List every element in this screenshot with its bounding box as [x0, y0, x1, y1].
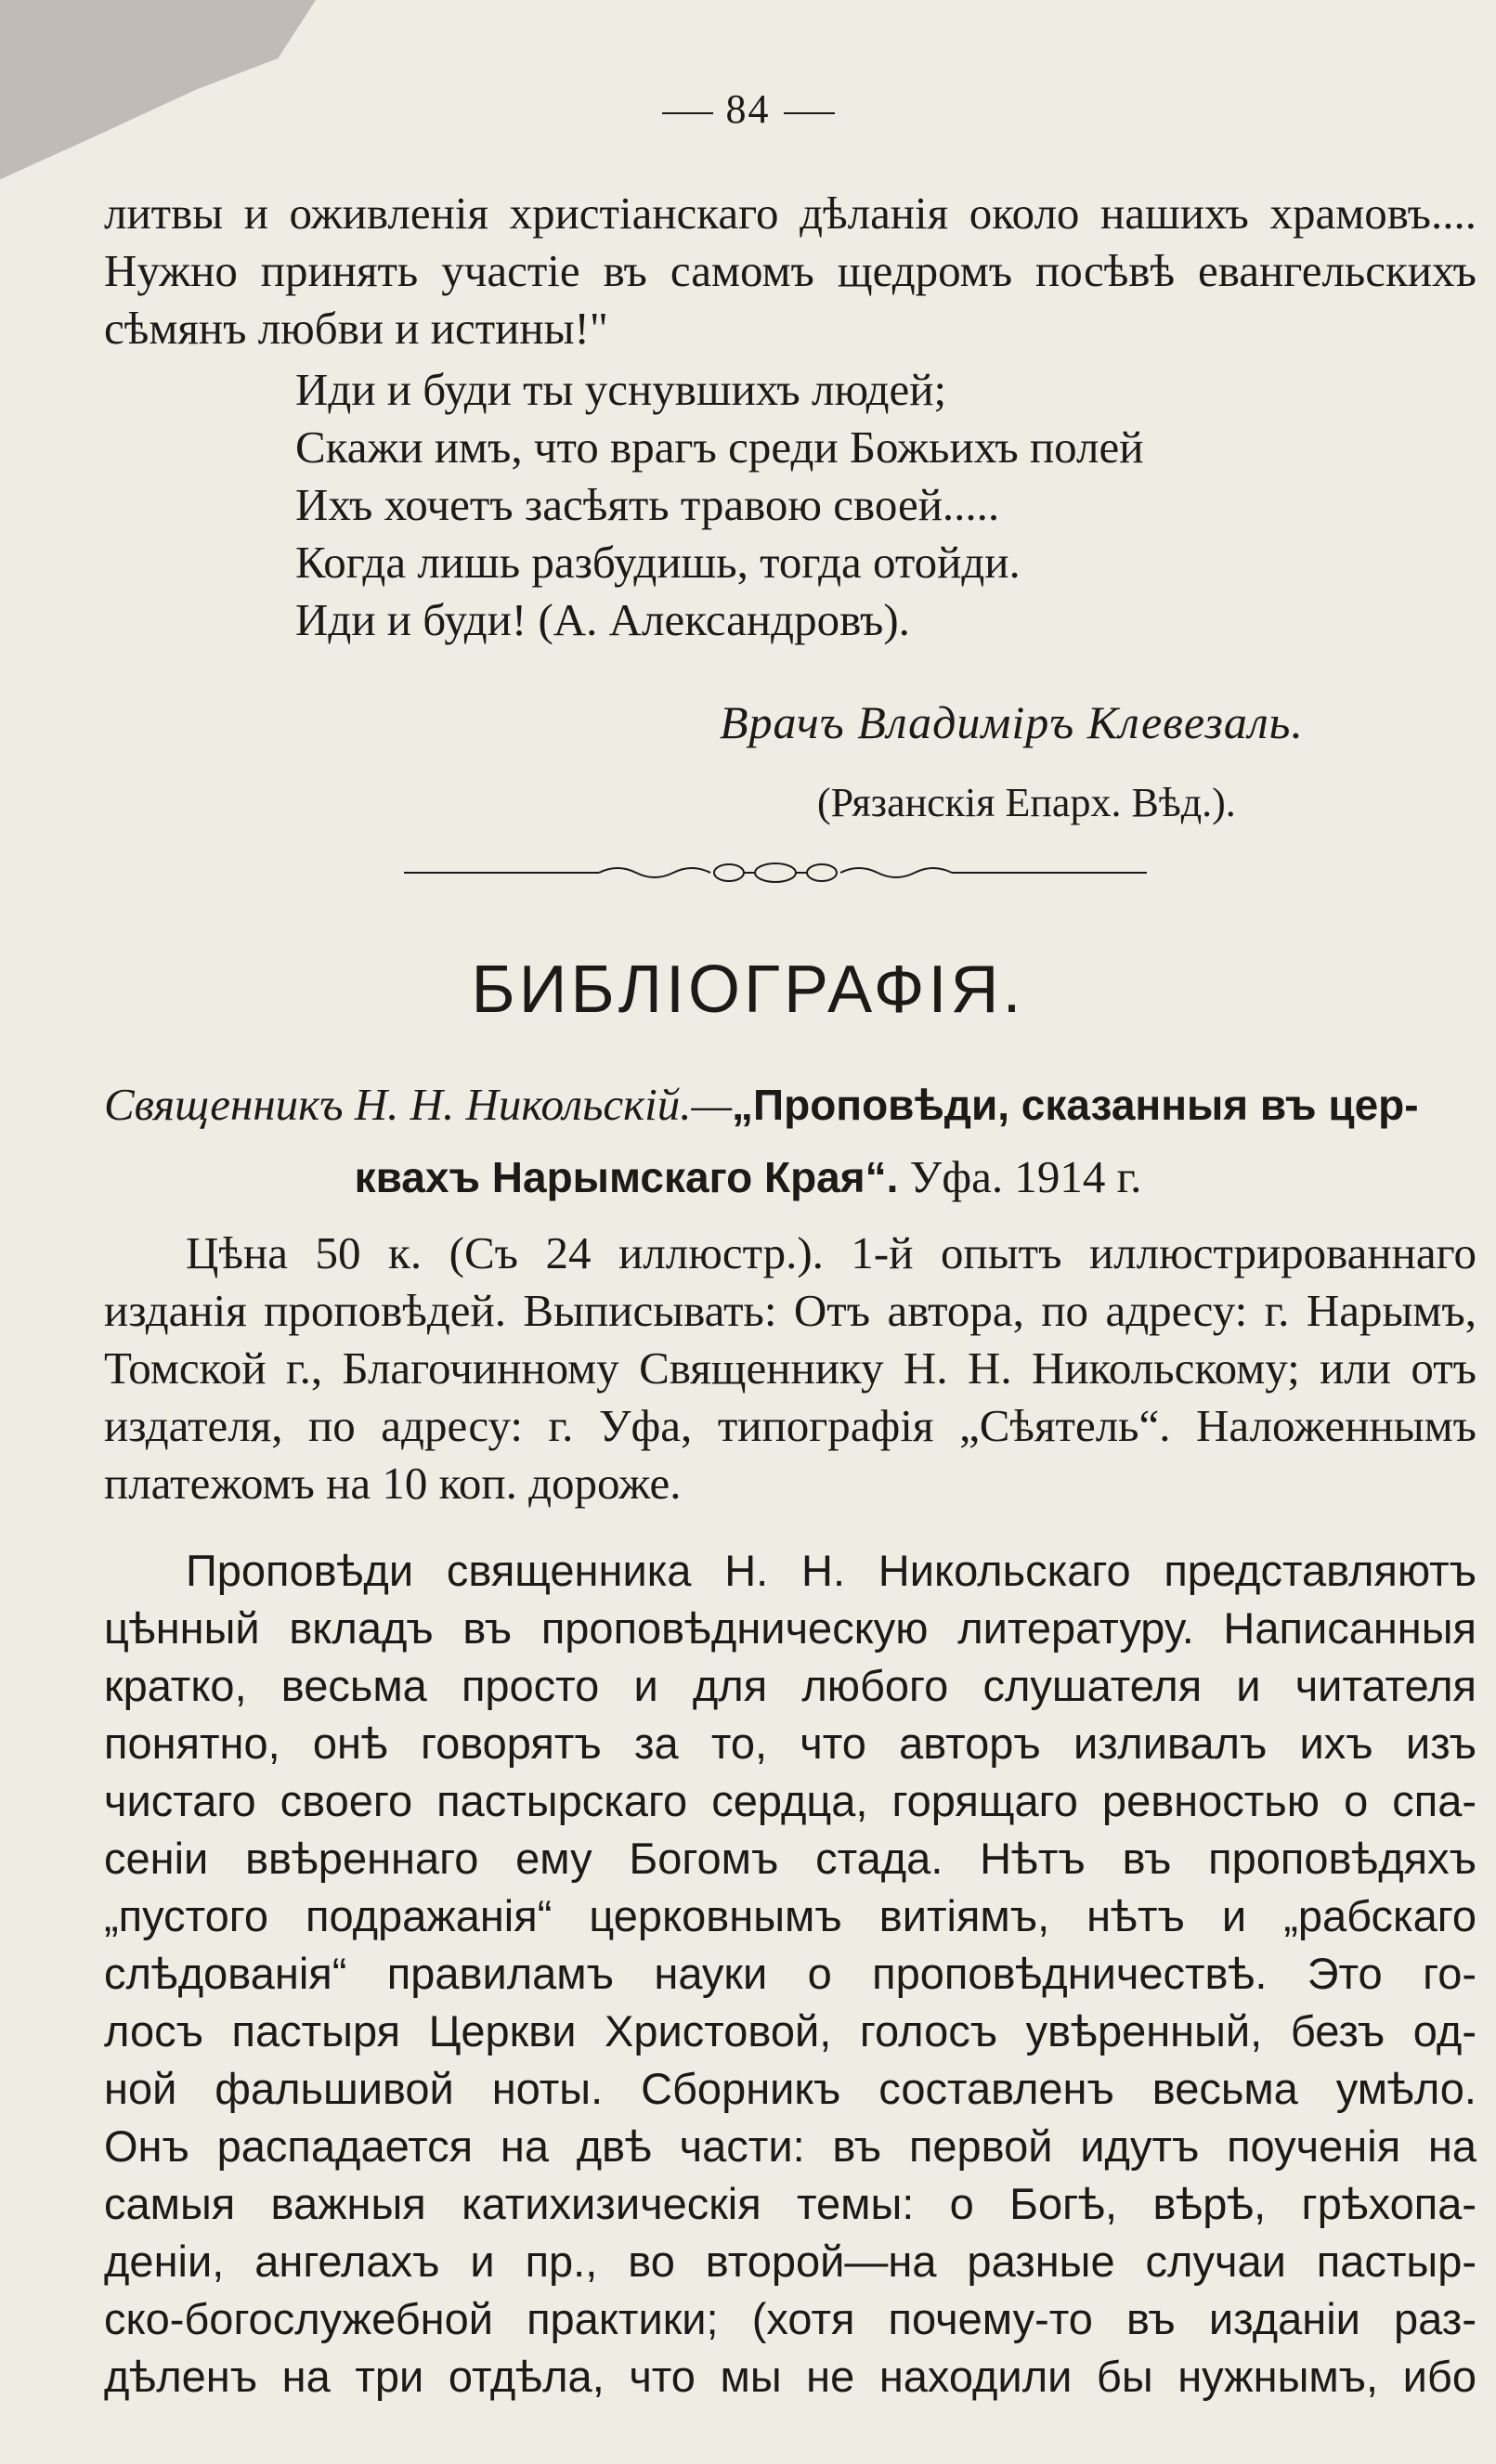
text-line: деніи, ангелахъ и пр., во второй—на разные случаи пастыр- [104, 2237, 1476, 2286]
text-line: чистаго своего пастырскаго сердца, горящаго ревностью о спа- [104, 1776, 1476, 1825]
bib-author: Священникъ Н. Н. Никольскій.— [104, 1079, 733, 1130]
text-line: цѣнный вкладъ въ проповѣдническую литературу. Написанныя [104, 1603, 1476, 1653]
text-line: Проповѣди священника Н. Н. Никольскаго представляютъ [186, 1546, 1476, 1595]
ornament-divider [404, 862, 1147, 884]
text-line: платежомъ на 10 коп. дороже. [104, 1458, 682, 1509]
text-line: сѣмянъ любви и истины!" [104, 303, 608, 354]
signature: Врачъ Владиміръ Клевезаль. [720, 696, 1304, 748]
verse-line: Скажи имъ, что врагъ среди Божьихъ полей [295, 421, 1144, 473]
section-heading: БИБЛІОГРАФІЯ. [471, 953, 1025, 1027]
text-line: изданія проповѣдей. Выписывать: Отъ автора, по адресу: г. Нарымъ, [104, 1285, 1476, 1336]
text-line: ско-богослужебной практики; (хотя почему-то въ изданіи раз- [104, 2294, 1476, 2343]
page-number: 84 [0, 85, 1496, 133]
verse-line: Иди и буди! (А. Александровъ). [295, 594, 910, 645]
text-line: издателя, по адресу: г. Уфа, типографія „Сѣятель“. Наложеннымъ [104, 1400, 1476, 1451]
text-line: Цѣна 50 к. (Съ 24 иллюстр.). 1-й опытъ иллюстрированнаго [186, 1227, 1476, 1278]
text-line: литвы и оживленія христіанскаго дѣланія около нашихъ храмовъ.... [104, 188, 1476, 239]
bibliography-entry [104, 1077, 1476, 1133]
bib-imprint: Уфа. 1914 г. [898, 1151, 1142, 1202]
bib-title-part2: квахъ Нарымскаго Края“. [354, 1153, 899, 1201]
source-citation: (Рязанскія Епарх. Вѣд.). [817, 780, 1236, 825]
text-line: самыя важныя катихизическія темы: о Богѣ, вѣрѣ, грѣхопа- [104, 2179, 1476, 2228]
text-line: лосъ пастыря Церкви Христовой, голосъ увѣренный, безъ од- [104, 2006, 1476, 2055]
verse-line: Когда лишь разбудишь, тогда отойди. [295, 537, 1021, 588]
bib-title-part1: „Проповѣди, сказанныя въ цер- [732, 1081, 1419, 1129]
text-line: Томской г., Благочинному Священнику Н. Н. Никольскому; или отъ [104, 1342, 1476, 1394]
verse-line: Ихъ хочетъ засѣять травою своей..... [295, 479, 1000, 530]
text-line: сеніи ввѣреннаго ему Богомъ стада. Нѣтъ въ проповѣдяхъ [104, 1834, 1476, 1883]
bibliography-entry-cont [0, 1149, 1496, 1205]
text-line: Нужно принять участіе въ самомъ щедромъ посѣвѣ евангельскихъ [104, 245, 1476, 296]
text-line: понятно, онѣ говорятъ за то, что авторъ изливалъ ихъ изъ [104, 1718, 1476, 1768]
text-line: кратко, весьма просто и для любого слушателя и читателя [104, 1661, 1476, 1710]
text-line: „пустого подражанія“ церковнымъ витіямъ, нѣтъ и „рабскаго [104, 1891, 1476, 1940]
verse-line: Иди и буди ты уснувшихъ людей; [295, 364, 947, 415]
text-line: слѣдованія“ правиламъ науки о проповѣдничествѣ. Это го- [104, 1949, 1476, 1998]
text-line: Онъ распадается на двѣ части: въ первой идутъ поученія на [104, 2121, 1476, 2171]
text-line: ной фальшивой ноты. Сборникъ составленъ весьма умѣло. [104, 2064, 1476, 2113]
text-line: дѣленъ на три отдѣла, что мы не находили бы нужнымъ, ибо [104, 2352, 1476, 2401]
